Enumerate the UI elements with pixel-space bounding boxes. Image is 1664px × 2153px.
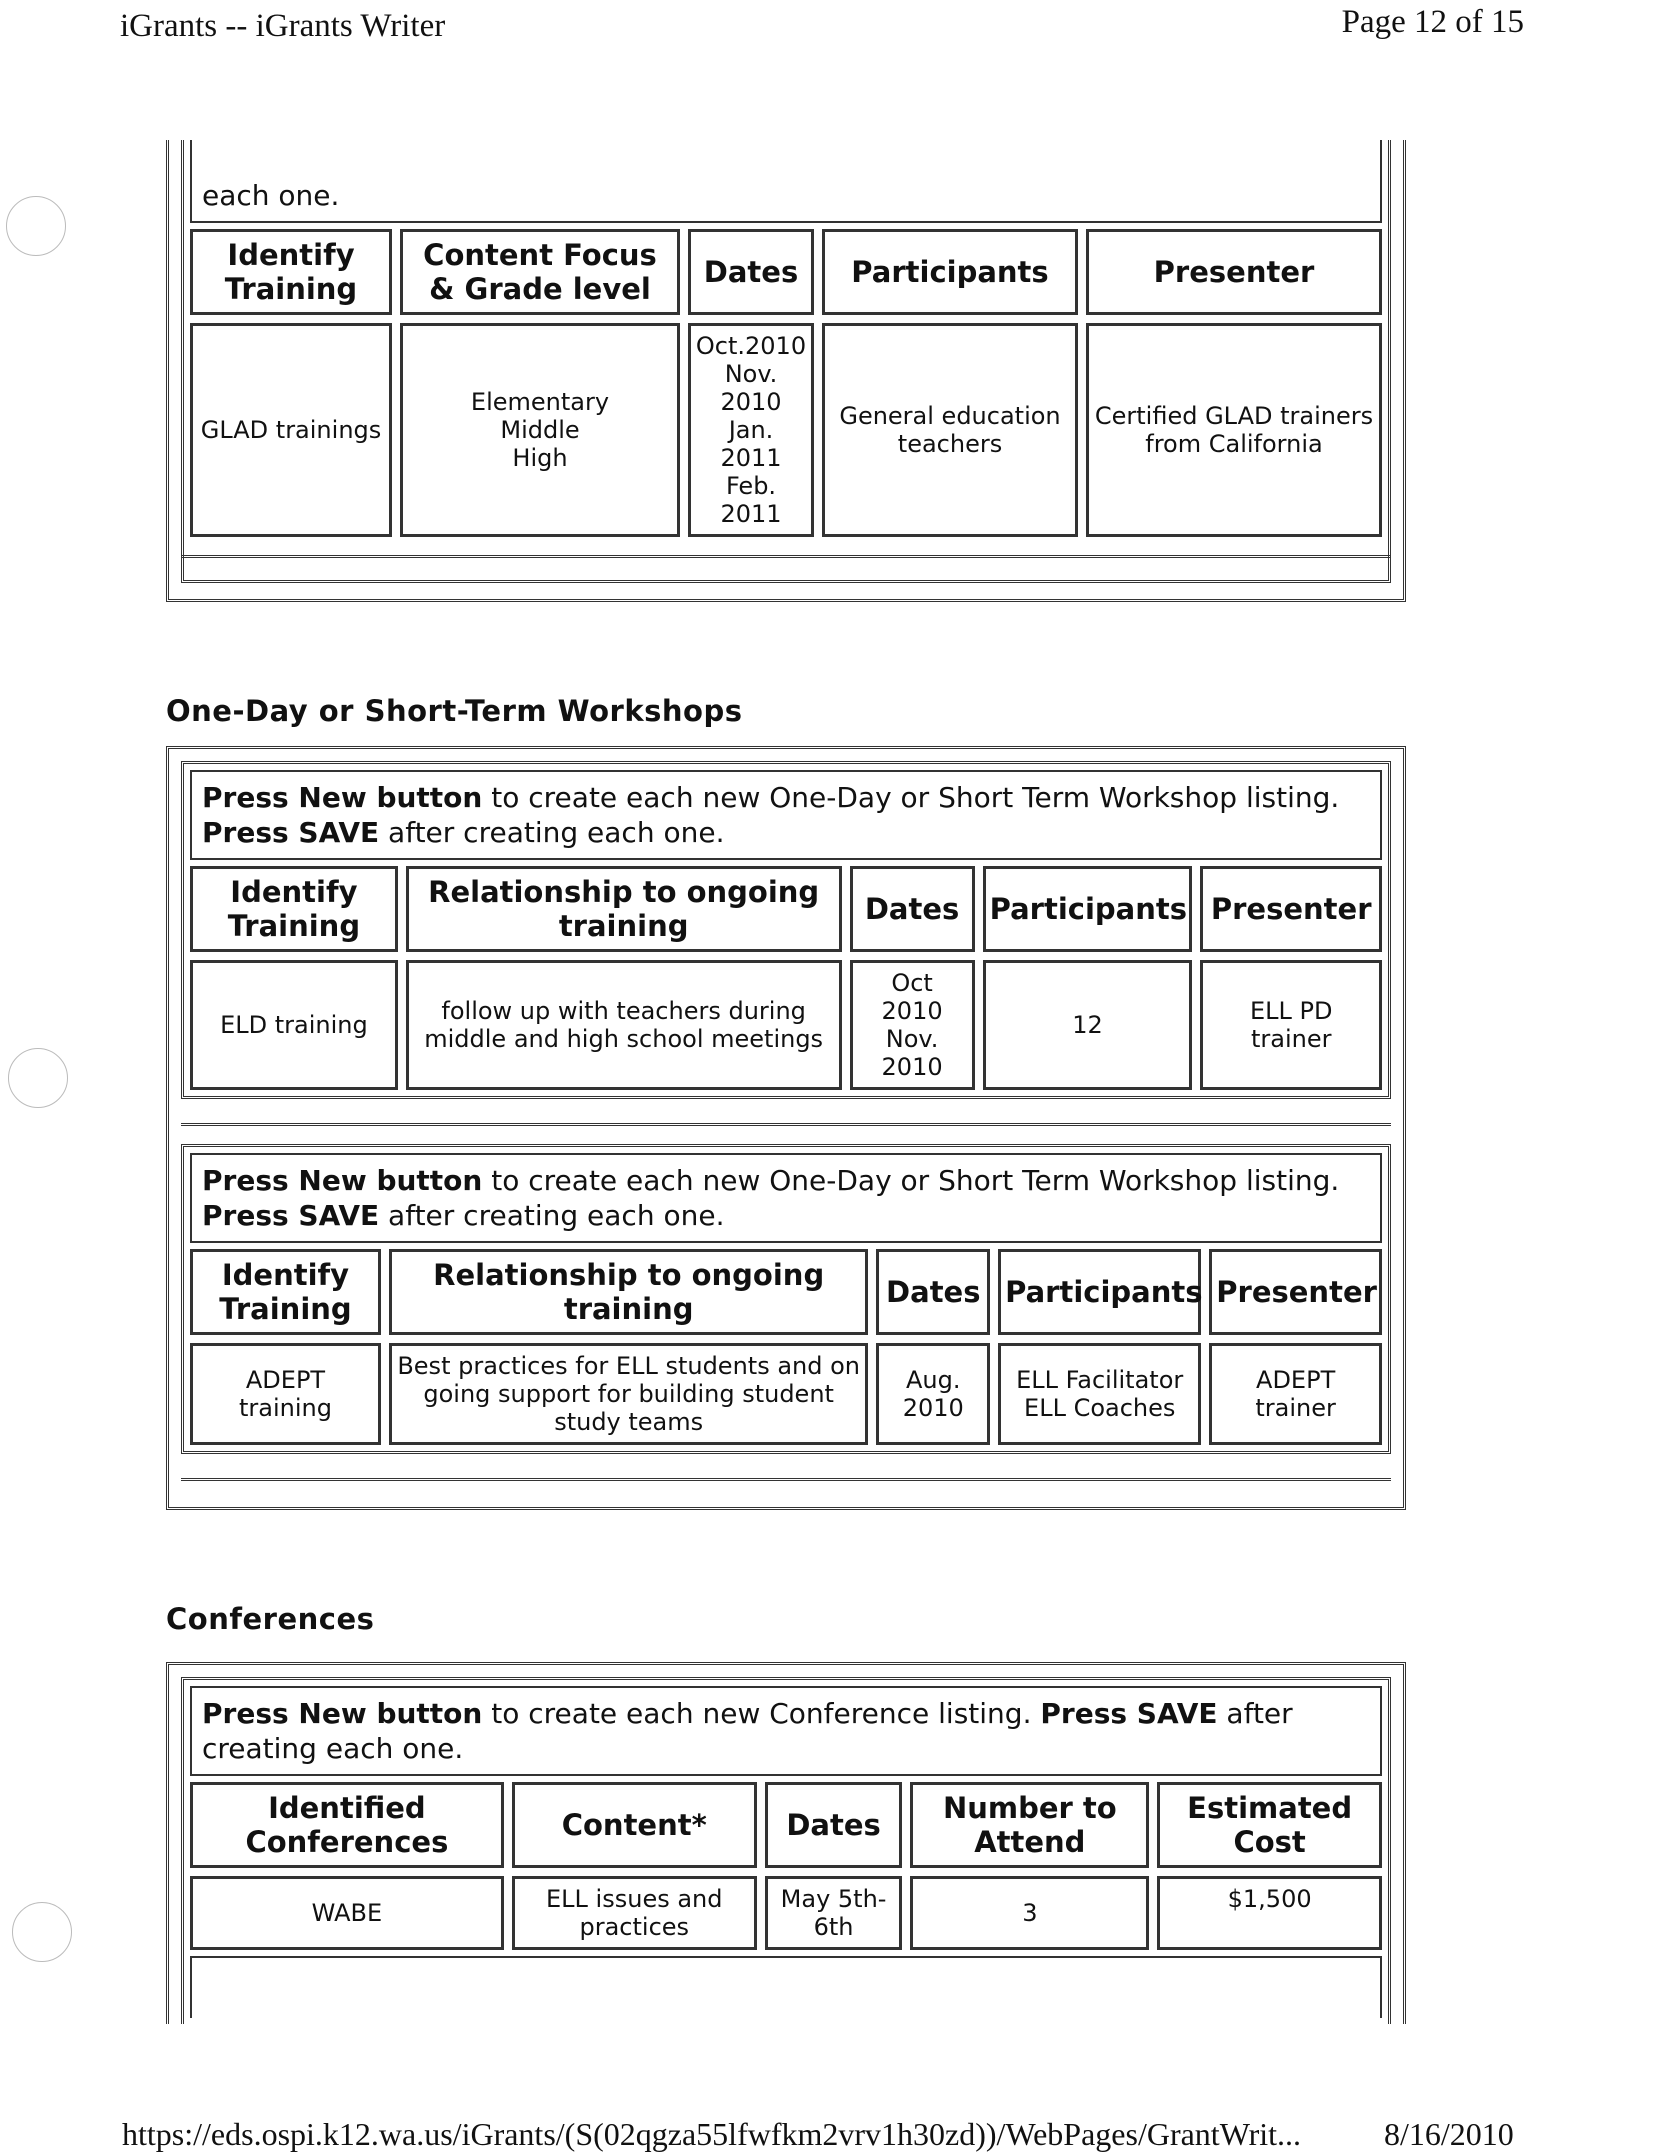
- col-dates: Dates: [876, 1249, 990, 1335]
- workshop-table: [182, 858, 1390, 1098]
- section-title-workshops: One-Day or Short-Term Workshops: [166, 694, 743, 728]
- col-dates: Dates: [688, 229, 814, 315]
- cell-conference: WABE: [190, 1876, 504, 1950]
- cell-presenter: Certified GLAD trainers from California: [1086, 323, 1382, 537]
- col-content: Content*: [512, 1782, 757, 1868]
- table-row: [190, 1876, 1382, 1950]
- next-entry-stub: [190, 1956, 1382, 2018]
- cell-cost: $1,500: [1157, 1876, 1382, 1950]
- col-identified-conferences: Identified Conferences: [190, 1782, 504, 1868]
- conference-table: [182, 1774, 1390, 1958]
- instruction-note: Press New button to create each new Conference listing. Press SAVE after creating each one.: [190, 1686, 1382, 1776]
- col-participants: Participants: [983, 866, 1193, 952]
- conference-entry: [181, 1677, 1391, 2024]
- table-row: [190, 323, 1382, 537]
- col-presenter: Presenter: [1200, 866, 1382, 952]
- divider: [181, 1123, 1391, 1126]
- table-row: [190, 960, 1382, 1090]
- page-header-title: iGrants -- iGrants Writer: [120, 8, 446, 44]
- footer-date: 8/16/2010: [1384, 2116, 1514, 2152]
- col-content-focus: Content Focus & Grade level: [400, 229, 680, 315]
- divider: [181, 1478, 1391, 1481]
- cell-training: ADEPT training: [190, 1343, 381, 1445]
- cell-number: 3: [910, 1876, 1149, 1950]
- workshops-panel: [166, 746, 1406, 1510]
- binder-hole-icon: [6, 196, 66, 256]
- col-participants: Participants: [998, 1249, 1201, 1335]
- cell-presenter: ADEPT trainer: [1209, 1343, 1382, 1445]
- instruction-note: [190, 140, 1382, 223]
- workshop-table: [182, 1241, 1390, 1453]
- cell-participants: 12: [983, 960, 1193, 1090]
- col-relationship: Relationship to ongoing training: [406, 866, 842, 952]
- col-presenter: Presenter: [1086, 229, 1382, 315]
- note-tail: each one.: [202, 179, 340, 212]
- table-header-row: [190, 1782, 1382, 1868]
- instruction-note: Press New button to create each new One-Day or Short Term Workshop listing. Press SAVE after creating each one.: [190, 1153, 1382, 1243]
- cell-relationship: follow up with teachers during middle and high school meetings: [406, 960, 842, 1090]
- cell-participants: ELL Facilitator ELL Coaches: [998, 1343, 1201, 1445]
- col-number-to-attend: Number to Attend: [910, 1782, 1149, 1868]
- cell-dates: Oct.2010 Nov. 2010 Jan. 2011 Feb. 2011: [688, 323, 814, 537]
- page-number: Page 12 of 15: [1341, 4, 1524, 40]
- cell-content: Elementary Middle High: [400, 323, 680, 537]
- footer-url: https://eds.ospi.k12.wa.us/iGrants/(S(02qgza55lfwfkm2vrv1h30zd))/WebPages/GrantWrit...: [122, 2116, 1302, 2152]
- col-identify-training: Identify Training: [190, 866, 398, 952]
- col-dates: Dates: [765, 1782, 903, 1868]
- instruction-note: Press New button to create each new One-Day or Short Term Workshop listing. Press SAVE after creating each one.: [190, 770, 1382, 860]
- binder-hole-icon: [8, 1048, 68, 1108]
- col-estimated-cost: Estimated Cost: [1157, 1782, 1382, 1868]
- cell-dates: May 5th- 6th: [765, 1876, 903, 1950]
- table-header-row: [190, 1249, 1382, 1335]
- divider: [182, 555, 1390, 574]
- cell-presenter: ELL PD trainer: [1200, 960, 1382, 1090]
- training-panel: [166, 140, 1406, 602]
- cell-participants: General education teachers: [822, 323, 1078, 537]
- cell-dates: Oct 2010 Nov. 2010: [850, 960, 975, 1090]
- col-participants: Participants: [822, 229, 1078, 315]
- table-header-row: [190, 229, 1382, 315]
- cell-training: GLAD trainings: [190, 323, 392, 537]
- workshop-entry: [181, 1144, 1391, 1454]
- col-relationship: Relationship to ongoing training: [389, 1249, 868, 1335]
- col-dates: Dates: [850, 866, 975, 952]
- cell-dates: Aug. 2010: [876, 1343, 990, 1445]
- cell-relationship: Best practices for ELL students and on going support for building student study teams: [389, 1343, 868, 1445]
- cell-content: ELL issues and practices: [512, 1876, 757, 1950]
- col-presenter: Presenter: [1209, 1249, 1382, 1335]
- section-title-conferences: Conferences: [166, 1602, 375, 1636]
- workshop-entry: [181, 761, 1391, 1099]
- table-row: [190, 1343, 1382, 1445]
- col-identify-training: Identify Training: [190, 229, 392, 315]
- binder-hole-icon: [12, 1902, 72, 1962]
- col-identify-training: Identify Training: [190, 1249, 381, 1335]
- conferences-panel: [166, 1662, 1406, 2024]
- training-table: [182, 221, 1390, 545]
- cell-training: ELD training: [190, 960, 398, 1090]
- table-header-row: [190, 866, 1382, 952]
